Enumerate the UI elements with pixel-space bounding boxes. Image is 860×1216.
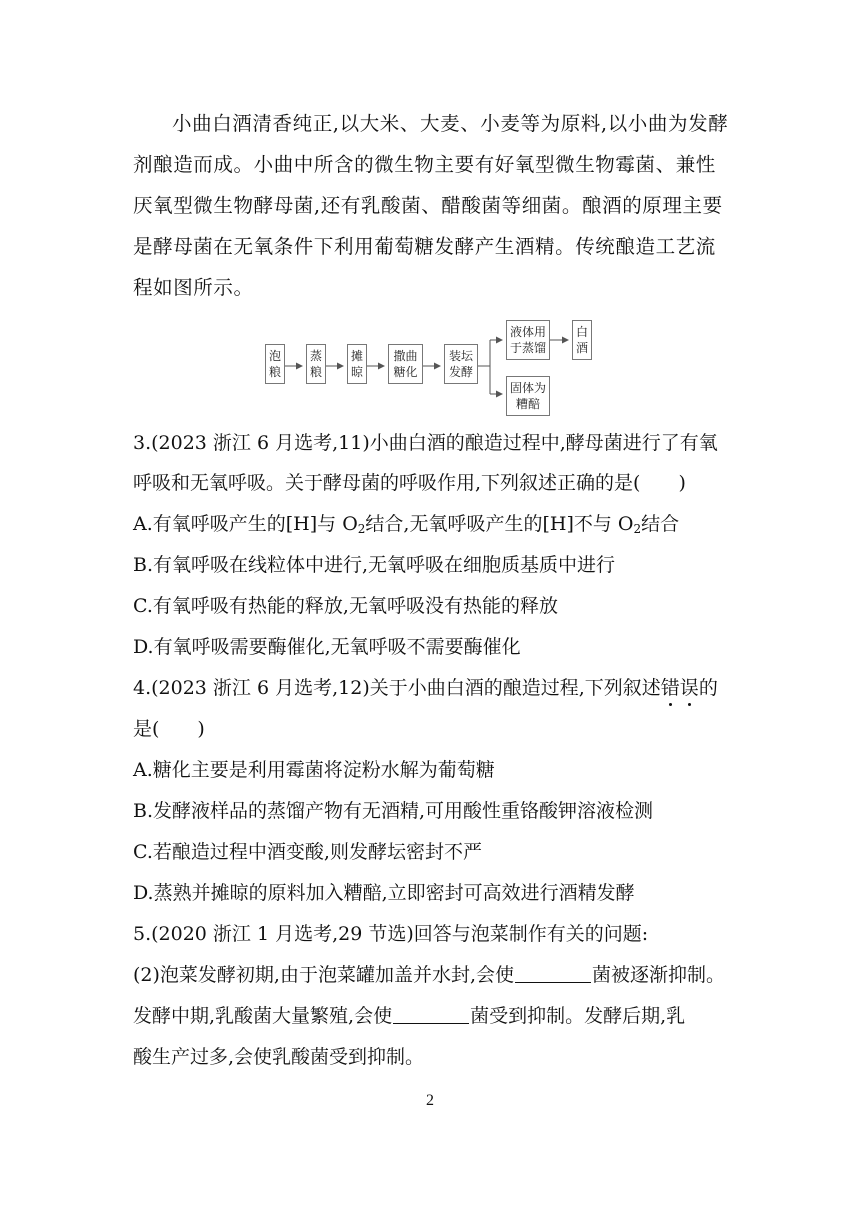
emphasis-char: 误 bbox=[679, 677, 699, 699]
flow-box-label: 酒 bbox=[575, 341, 588, 355]
flow-box-liquid-distill bbox=[506, 320, 550, 360]
q5-text: 发酵中期,乳酸菌大量繁殖,会使 bbox=[133, 1005, 393, 1027]
q4-option-b[interactable]: B.发酵液样品的蒸馏产物有无酒精,可用酸性重铬酸钾溶液检测 bbox=[133, 800, 654, 822]
q5-text: 菌受到抑制。发酵后期,乳 bbox=[470, 1005, 686, 1027]
flow-box-label: 粮 bbox=[309, 365, 322, 379]
intro-line-1: 小曲白酒清香纯正,以大米、大麦、小麦等为原料,以小曲为发酵 bbox=[172, 112, 729, 135]
flow-box-saccharify bbox=[388, 344, 423, 384]
q3-option-d[interactable]: D.有氧呼吸需要酶催化,无氧呼吸不需要酶催化 bbox=[133, 636, 521, 658]
flow-box-spread-cool bbox=[347, 344, 367, 384]
subscript: 2 bbox=[633, 522, 642, 536]
flow-box-solid-residue bbox=[506, 376, 550, 416]
page-number: 2 bbox=[426, 1092, 434, 1109]
q5-line-2 bbox=[133, 1004, 685, 1028]
q4-option-d[interactable]: D.蒸熟并摊晾的原料加入糟醅,立即密封可高效进行酒精发酵 bbox=[133, 882, 635, 904]
option-text: A.有氧呼吸产生的[H]与 O bbox=[133, 513, 358, 535]
flow-box-label: 糖化 bbox=[393, 365, 418, 379]
q4-option-c[interactable]: C.若酿造过程中酒变酸,则发酵坛密封不严 bbox=[133, 841, 482, 863]
flow-box-label: 蒸 bbox=[309, 349, 322, 363]
option-text: 结合 bbox=[641, 513, 680, 535]
q5-line-1 bbox=[133, 963, 725, 987]
q3-option-c[interactable]: C.有氧呼吸有热能的释放,无氧呼吸没有热能的释放 bbox=[133, 595, 558, 617]
flow-box-label: 糟醅 bbox=[515, 397, 540, 411]
q3-stem-text: 呼吸和无氧呼吸。关于酵母菌的呼吸作用,下列叙述正确的是( bbox=[133, 472, 641, 494]
fill-blank-2[interactable] bbox=[393, 1005, 469, 1024]
q3-stem-line-1: 3.(2023 浙江 6 月选考,11)小曲白酒的酿造过程中,酵母菌进行了有氧 bbox=[133, 432, 718, 454]
flow-box-ferment bbox=[444, 344, 478, 384]
q4-stem-line-1 bbox=[133, 676, 718, 700]
emphasis-char: 错 bbox=[660, 677, 680, 699]
flow-box-label: 白 bbox=[575, 325, 588, 339]
q5-text: 菌被逐渐抑制。 bbox=[592, 964, 726, 986]
q4-option-a[interactable]: A.糖化主要是利用霉菌将淀粉水解为葡萄糖 bbox=[133, 759, 495, 781]
subscript: 2 bbox=[357, 522, 366, 536]
q5-text: (2)泡菜发酵初期,由于泡菜罐加盖并水封,会使 bbox=[133, 964, 514, 986]
flow-box-baijiu bbox=[572, 320, 592, 360]
q3-option-b[interactable]: B.有氧呼吸在线粒体中进行,无氧呼吸在细胞质基质中进行 bbox=[133, 554, 616, 576]
q3-option-a[interactable] bbox=[133, 512, 679, 536]
flow-box-label: 发酵 bbox=[448, 365, 473, 379]
intro-line-2: 剂酿造而成。小曲中所含的微生物主要有好氧型微生物霉菌、兼性 bbox=[133, 153, 716, 176]
fill-blank-1[interactable] bbox=[515, 964, 591, 983]
q4-stem-line-2 bbox=[133, 717, 205, 741]
flow-box-label: 泡 bbox=[268, 349, 281, 363]
q4-stem-text: 的 bbox=[698, 677, 718, 699]
q4-stem-text: 4.(2023 浙江 6 月选考,12)关于小曲白酒的酿造过程,下列叙述 bbox=[133, 677, 661, 699]
flow-box-soak-grain bbox=[265, 344, 285, 384]
flow-box-label: 装坛 bbox=[448, 349, 473, 363]
flow-box-label: 撒曲 bbox=[393, 349, 418, 363]
flow-box-label: 液体用 bbox=[509, 325, 546, 339]
intro-line-3: 厌氧型微生物酵母菌,还有乳酸菌、醋酸菌等细菌。酿酒的原理主要 bbox=[133, 194, 723, 217]
flow-box-label: 固体为 bbox=[509, 381, 546, 395]
flow-box-label: 于蒸馏 bbox=[509, 341, 546, 355]
flow-box-steam-grain bbox=[306, 344, 326, 384]
process-flow-diagram bbox=[262, 326, 602, 418]
q5-stem: 5.(2020 浙江 1 月选考,29 节选)回答与泡菜制作有关的问题: bbox=[133, 923, 649, 945]
q3-stem-line-2 bbox=[133, 471, 686, 495]
q3-stem-close: ) bbox=[678, 472, 686, 494]
q5-line-3: 酸生产过多,会使乳酸菌受到抑制。 bbox=[133, 1046, 425, 1068]
flow-box-label: 晾 bbox=[350, 365, 363, 379]
intro-line-5: 程如图所示。 bbox=[133, 276, 254, 299]
q4-stem-text: 是( bbox=[133, 718, 160, 740]
flow-box-label: 粮 bbox=[268, 365, 281, 379]
option-text: 结合,无氧呼吸产生的[H]不与 O bbox=[365, 513, 634, 535]
flow-box-label: 摊 bbox=[350, 349, 363, 363]
q4-stem-close: ) bbox=[197, 718, 205, 740]
intro-line-4: 是酵母菌在无氧条件下利用葡萄糖发酵产生酒精。传统酿造工艺流 bbox=[133, 235, 716, 258]
